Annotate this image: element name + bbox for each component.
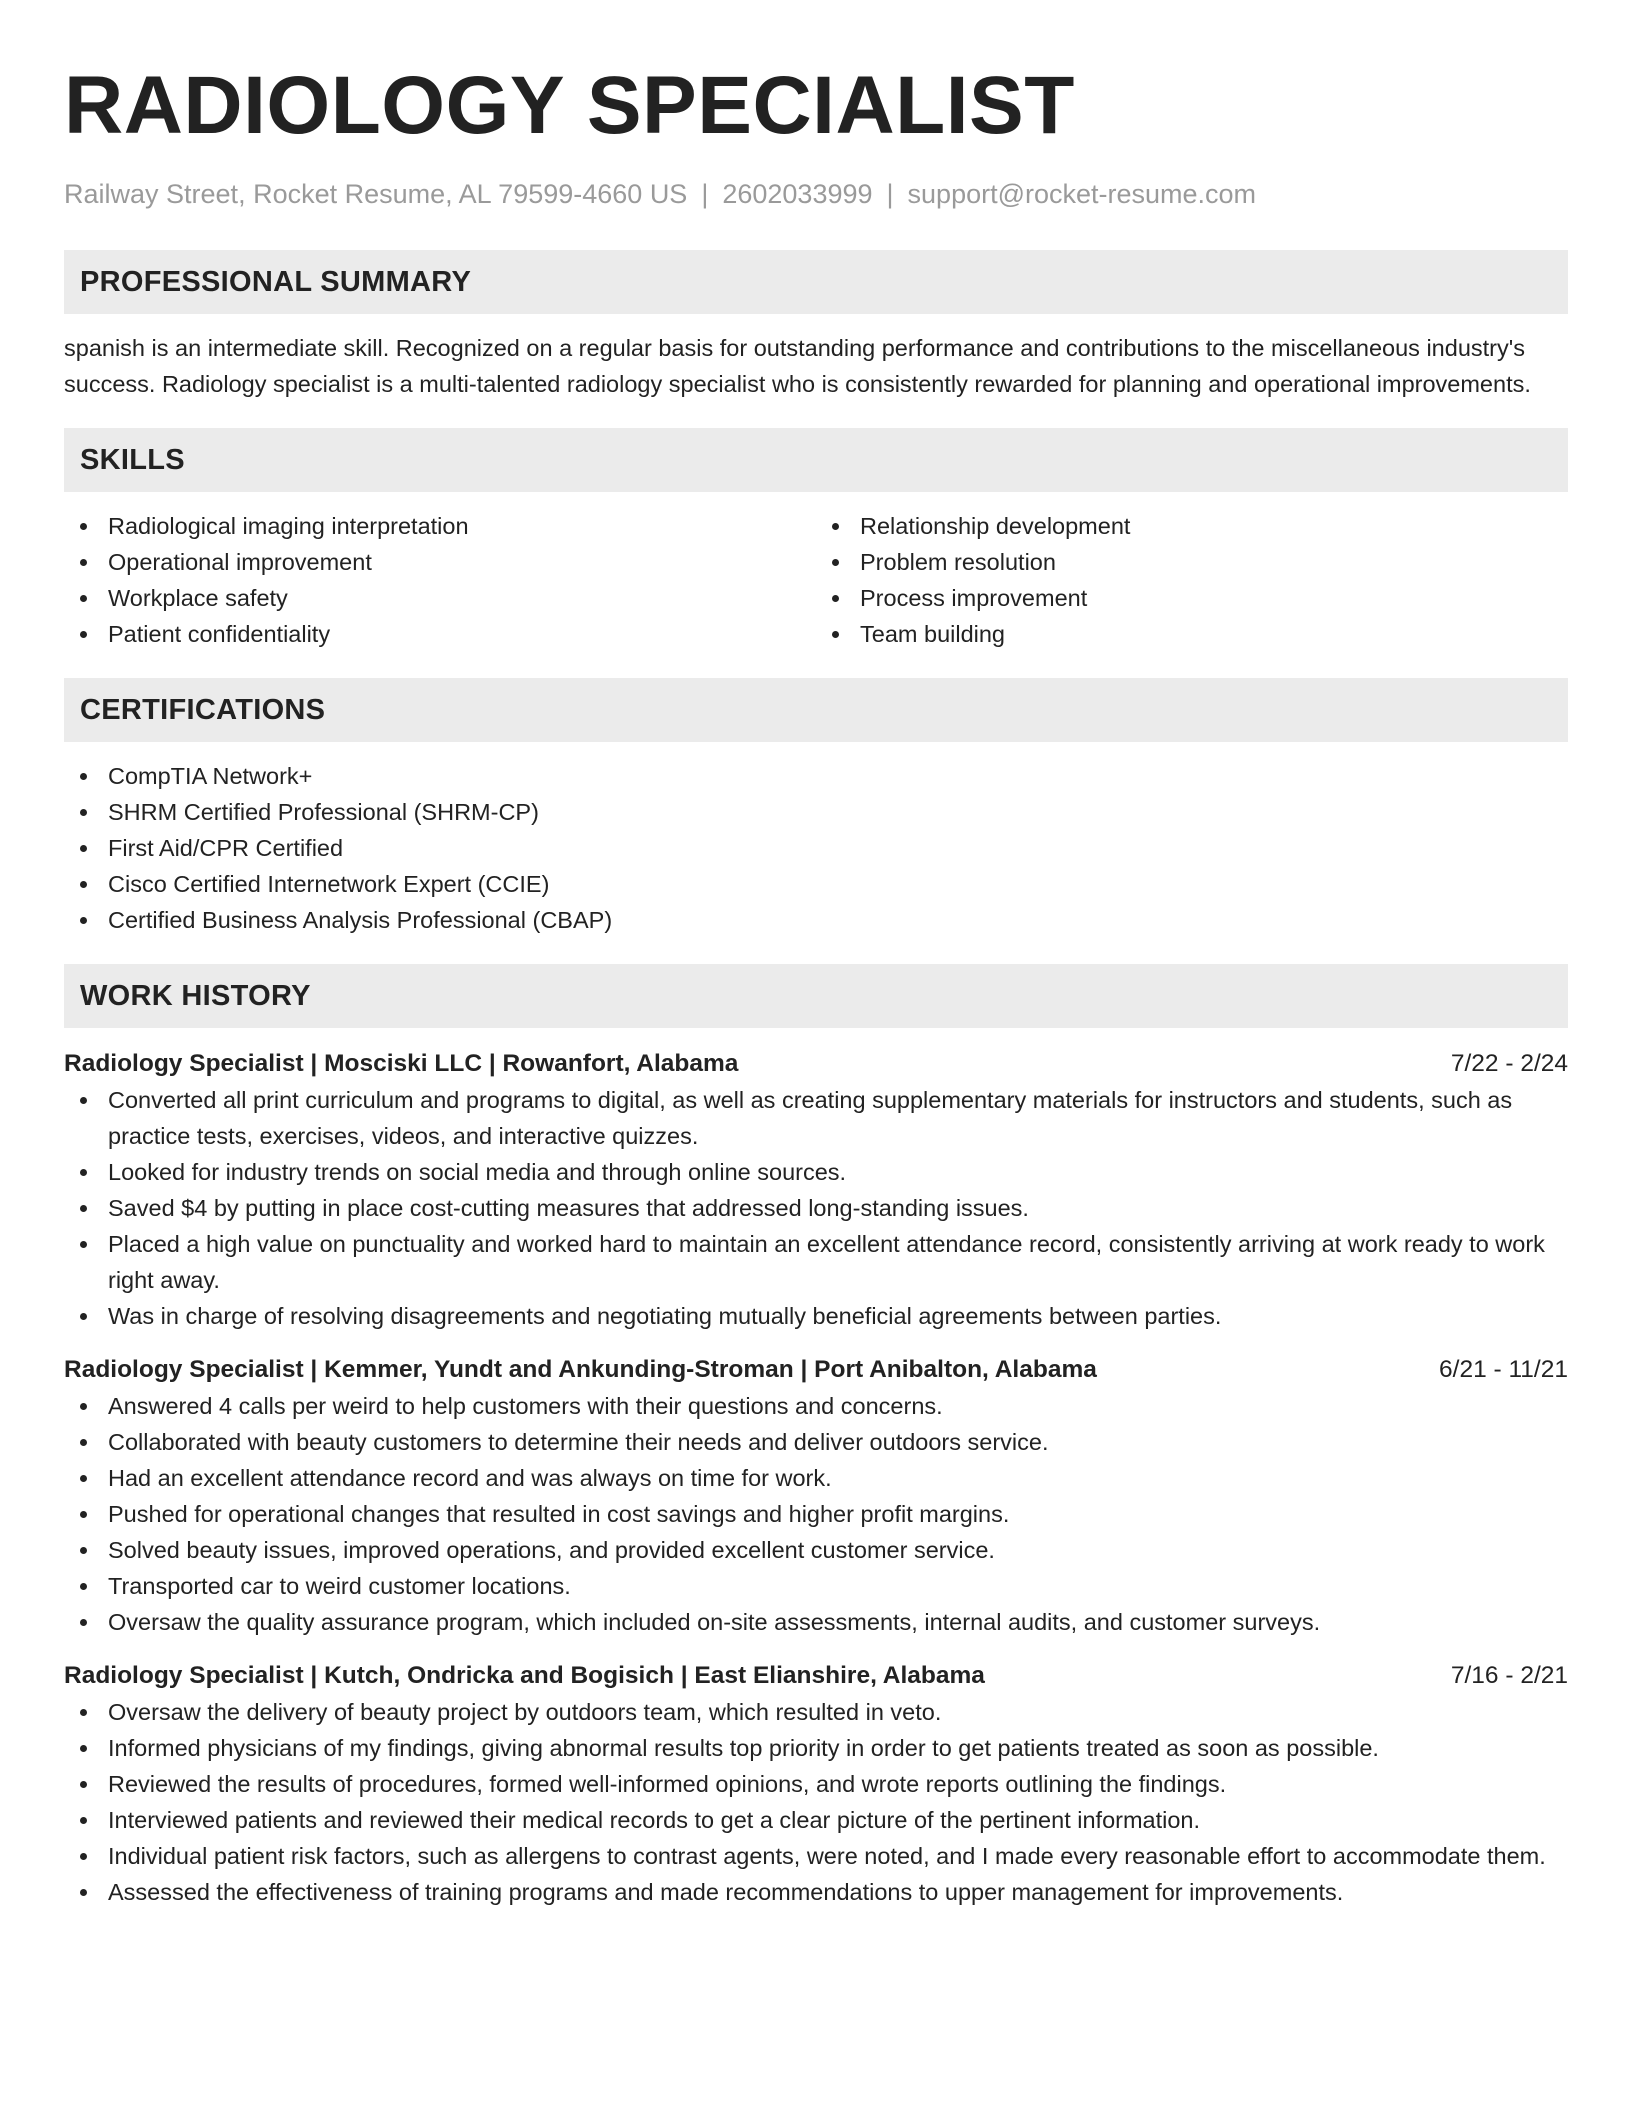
bullet-icon: [80, 1709, 87, 1716]
skill-item: [816, 616, 1568, 652]
job-entry: [64, 1046, 1568, 1334]
bullet-icon: [832, 559, 839, 566]
bullet-icon: [80, 1817, 87, 1824]
bullet-icon: [80, 773, 87, 780]
bullet-icon: [832, 523, 839, 530]
job-bullet: [64, 1496, 1568, 1532]
bullet-icon: [80, 1313, 87, 1320]
bullet-icon: [80, 595, 87, 602]
skill-item: [64, 544, 816, 580]
skill-label: Team building: [860, 621, 1006, 647]
bullet-icon: [80, 1889, 87, 1896]
bullet-icon: [80, 1583, 87, 1590]
bullet-icon: [80, 1403, 87, 1410]
summary-text: spanish is an intermediate skill. Recognized on a regular basis for outstanding performance and contributions to the miscellaneous industry's success. Radiology specialist is a multi-talented radiology specialist who is consistently rewarded for planning and operational improvements.: [64, 335, 1531, 397]
bullet-icon: [80, 1169, 87, 1176]
certifications-list: [64, 758, 1568, 938]
certification-item: [64, 758, 1568, 794]
bullet-icon: [80, 1781, 87, 1788]
job-bullet: [64, 1190, 1568, 1226]
job-bullet-text: Had an excellent attendance record and was always on time for work.: [108, 1465, 832, 1491]
job-bullet: [64, 1424, 1568, 1460]
certification-item: [64, 794, 1568, 830]
skill-label: Patient confidentiality: [108, 621, 331, 647]
skills-column-right: [816, 508, 1568, 652]
job-bullet: [64, 1226, 1568, 1298]
bullet-icon: [80, 1205, 87, 1212]
skill-label: Relationship development: [860, 513, 1131, 539]
contact-address: Railway Street, Rocket Resume, AL 79599-4660 US: [64, 179, 688, 209]
bullet-icon: [80, 1475, 87, 1482]
job-bullet-text: Individual patient risk factors, such as allergens to contrast agents, were noted, and I made every reasonable effort to accommodate them.: [108, 1843, 1546, 1869]
job-bullet-text: Solved beauty issues, improved operations, and provided excellent customer service.: [108, 1537, 995, 1563]
skill-item: [816, 580, 1568, 616]
job-bullet: [64, 1802, 1568, 1838]
job-bullets: [64, 1694, 1568, 1910]
skills-list-left: [64, 508, 816, 652]
job-bullet-text: Pushed for operational changes that resulted in cost savings and higher profit margins.: [108, 1501, 1010, 1527]
job-bullet: [64, 1154, 1568, 1190]
job-bullet: [64, 1766, 1568, 1802]
bullet-icon: [80, 1439, 87, 1446]
skill-item: [64, 580, 816, 616]
job-bullet: [64, 1568, 1568, 1604]
bullet-icon: [80, 1853, 87, 1860]
skill-item: [816, 544, 1568, 580]
job-dates: 7/22 - 2/24: [1450, 1050, 1568, 1077]
skills-heading: SKILLS: [64, 428, 1568, 492]
job-bullet: [64, 1874, 1568, 1910]
bullet-icon: [80, 523, 87, 530]
job-title: Radiology Specialist | Kutch, Ondricka and Bogisich | East Elianshire, Alabama: [64, 1662, 985, 1689]
job-bullets: [64, 1082, 1568, 1334]
bullet-icon: [832, 631, 839, 638]
skill-item: [64, 508, 816, 544]
job-header: [64, 1658, 1568, 1694]
skill-label: Radiological imaging interpretation: [108, 513, 469, 539]
job-bullet: [64, 1532, 1568, 1568]
job-bullet-text: Assessed the effectiveness of training programs and made recommendations to upper management for improvements.: [108, 1879, 1344, 1905]
job-bullet-text: Converted all print curriculum and programs to digital, as well as creating supplementary materials for instructors and students, such as practice tests, exercises, videos, and interactive quizzes.: [108, 1087, 1513, 1149]
work-history-section: [64, 964, 1568, 1910]
certifications-section: [64, 678, 1568, 938]
skills-column-left: [64, 508, 816, 652]
job-header: [64, 1046, 1568, 1082]
summary-section: [64, 250, 1568, 402]
certification-label: Certified Business Analysis Professional (CBAP): [108, 907, 613, 933]
job-bullet: [64, 1838, 1568, 1874]
summary-heading: PROFESSIONAL SUMMARY: [64, 250, 1568, 314]
job-bullet-text: Answered 4 calls per weird to help customers with their questions and concerns.: [108, 1393, 943, 1419]
job-bullet-text: Oversaw the quality assurance program, which included on-site assessments, internal audits, and customer surveys.: [108, 1609, 1321, 1635]
certification-label: SHRM Certified Professional (SHRM-CP): [108, 799, 539, 825]
job-bullet: [64, 1082, 1568, 1154]
job-bullet-text: Oversaw the delivery of beauty project by outdoors team, which resulted in veto.: [108, 1699, 942, 1725]
skill-item: [64, 616, 816, 652]
contact-phone: 2602033999: [722, 179, 873, 209]
skills-grid: [64, 508, 1568, 652]
job-bullet-text: Reviewed the results of procedures, formed well-informed opinions, and wrote reports outlining the findings.: [108, 1771, 1227, 1797]
certification-label: CompTIA Network+: [108, 763, 313, 789]
job-bullet-text: Placed a high value on punctuality and worked hard to maintain an excellent attendance record, consistently arriving at work ready to work right away.: [108, 1231, 1545, 1293]
bullet-icon: [80, 631, 87, 638]
job-bullet: [64, 1460, 1568, 1496]
skill-label: Process improvement: [860, 585, 1088, 611]
bullet-icon: [80, 1619, 87, 1626]
skill-label: Operational improvement: [108, 549, 372, 575]
bullet-icon: [80, 917, 87, 924]
job-bullet: [64, 1298, 1568, 1334]
certification-item: [64, 866, 1568, 902]
bullet-icon: [80, 881, 87, 888]
skills-list-right: [816, 508, 1568, 652]
job-bullet-text: Was in charge of resolving disagreements and negotiating mutually beneficial agreements between parties.: [108, 1303, 1222, 1329]
work-history-heading: WORK HISTORY: [64, 964, 1568, 1028]
job-bullet: [64, 1604, 1568, 1640]
bullet-icon: [80, 1241, 87, 1248]
job-bullet-text: Informed physicians of my findings, giving abnormal results top priority in order to get patients treated as soon as possible.: [108, 1735, 1379, 1761]
bullet-icon: [80, 1745, 87, 1752]
job-bullet: [64, 1730, 1568, 1766]
bullet-icon: [80, 809, 87, 816]
job-title: Radiology Specialist | Kemmer, Yundt and Ankunding-Stroman | Port Anibalton, Alabama: [64, 1356, 1097, 1383]
bullet-icon: [80, 1511, 87, 1518]
bullet-icon: [80, 1097, 87, 1104]
certification-label: First Aid/CPR Certified: [108, 835, 344, 861]
bullet-icon: [80, 1547, 87, 1554]
contact-line: [64, 176, 1568, 212]
contact-email[interactable]: support@rocket-resume.com: [907, 179, 1257, 209]
bullet-icon: [832, 595, 839, 602]
contact-separator: |: [701, 179, 709, 209]
job-bullet-text: Looked for industry trends on social media and through online sources.: [108, 1159, 847, 1185]
job-title: Radiology Specialist | Mosciski LLC | Rowanfort, Alabama: [64, 1050, 739, 1077]
bullet-icon: [80, 559, 87, 566]
certification-label: Cisco Certified Internetwork Expert (CCIE): [108, 871, 550, 897]
job-bullet-text: Saved $4 by putting in place cost-cutting measures that addressed long-standing issues.: [108, 1195, 1029, 1221]
job-bullet-text: Collaborated with beauty customers to determine their needs and deliver outdoors service.: [108, 1429, 1049, 1455]
certification-item: [64, 830, 1568, 866]
job-dates: 7/16 - 2/21: [1450, 1662, 1568, 1689]
job-bullet-text: Transported car to weird customer locations.: [108, 1573, 571, 1599]
candidate-name: RADIOLOGY SPECIALIST: [64, 60, 1075, 151]
certifications-heading: CERTIFICATIONS: [64, 678, 1568, 742]
job-bullet-text: Interviewed patients and reviewed their medical records to get a clear picture of the pertinent information.: [108, 1807, 1201, 1833]
job-entry: [64, 1352, 1568, 1640]
job-bullets: [64, 1388, 1568, 1640]
skill-label: Problem resolution: [860, 549, 1056, 575]
skills-section: [64, 428, 1568, 652]
job-bullet: [64, 1388, 1568, 1424]
certification-item: [64, 902, 1568, 938]
job-entry: [64, 1658, 1568, 1910]
bullet-icon: [80, 845, 87, 852]
job-header: [64, 1352, 1568, 1388]
skill-item: [816, 508, 1568, 544]
contact-separator: |: [886, 179, 894, 209]
job-dates: 6/21 - 11/21: [1439, 1356, 1568, 1383]
job-bullet: [64, 1694, 1568, 1730]
skill-label: Workplace safety: [108, 585, 288, 611]
